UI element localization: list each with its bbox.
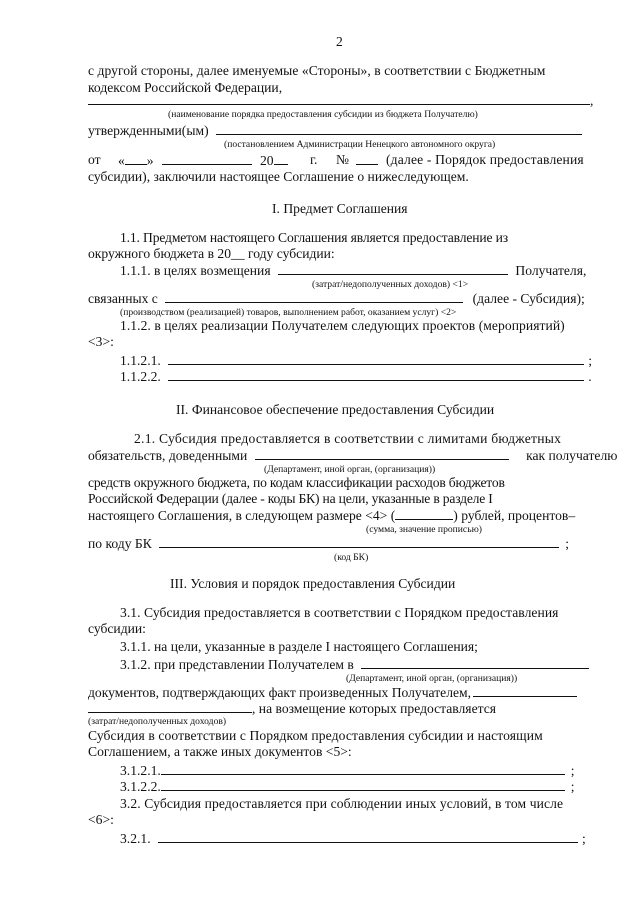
date-g: г. <box>310 152 318 167</box>
date-tail: (далее - Порядок предоставления <box>386 152 584 167</box>
s3-p32-line-2: <6>: <box>88 812 114 827</box>
s3-p312-line-4: Субсидия в соответствии с Порядком предоставления субсидии и настоящим <box>88 728 543 743</box>
s1-svyaz-line <box>88 290 585 307</box>
s2-obligations: обязательств, доведенными <box>88 448 248 463</box>
s3-docs-label: документов, подтверждающих факт произведенных Получателем, <box>88 685 472 700</box>
s2-note-2: (сумма, значение прописью) <box>366 524 482 535</box>
s1-p1-line-1: 1.1. Предметом настоящего Соглашения является предоставление из <box>120 230 508 245</box>
s1-item-1 <box>120 352 592 369</box>
s3-item-2-end: ; <box>570 779 575 794</box>
date-no: № <box>336 152 349 167</box>
p111-tail: Получателя, <box>515 263 587 278</box>
s1-item-2-label: 1.1.2.2. <box>120 369 161 384</box>
s3-item-2-label: 3.1.2.2. <box>120 779 161 794</box>
quote-open: « <box>118 153 125 168</box>
s2-amount-label: настоящего Соглашения, в следующем размере <4> ( <box>88 508 396 523</box>
s1-p112-line-1: 1.1.2. в целях реализации Получателем следующих проектов (мероприятий) <box>120 318 565 333</box>
svyaz-label: связанных с <box>88 291 158 306</box>
s1-note-2: (производством (реализацией) товаров, выполнением работ, оказанием услуг) <2> <box>120 307 457 318</box>
section-1-heading: I. Предмет Соглашения <box>272 201 408 216</box>
s3-p31-line-1: 3.1. Субсидия предоставляется в соответствии с Порядком предоставления <box>120 605 559 620</box>
s3-p311: 3.1.1. на цели, указанные в разделе I настоящего Соглашения; <box>120 639 478 654</box>
s1-item-1-label: 1.1.2.1. <box>120 353 161 368</box>
s2-recipient: как получателю <box>526 448 618 463</box>
date-month-blank <box>162 152 252 165</box>
s3-p312-line-1 <box>120 656 589 673</box>
s2-p1-line-2 <box>88 447 617 464</box>
section-3-heading: III. Условия и порядок предоставления Субсидии <box>170 576 456 591</box>
date-from: от <box>88 152 101 167</box>
s3-item-1-label: 3.1.2.1. <box>120 763 161 778</box>
s3-note-2: (затрат/недополученных доходов) <box>88 716 227 727</box>
s1-note-1: (затрат/недополученных доходов) <1> <box>312 279 469 290</box>
s1-p111-line <box>120 262 586 279</box>
page-number: 2 <box>336 34 343 49</box>
s3-p312-label: 3.1.2. при представлении Получателем в <box>120 657 354 672</box>
s3-p312-line-5: Соглашением, а также иных документов <5>: <box>88 744 352 759</box>
approved-label: утвержденными(ым) <box>88 123 209 138</box>
intro-note-1: (наименование порядка предоставления субсидии из бюджета Получателю) <box>168 109 478 120</box>
s2-amount-tail: ) рублей, процентов– <box>453 508 576 523</box>
date-year <box>260 152 288 169</box>
s3-p31-line-2: субсидии: <box>88 621 146 636</box>
s2-note-3: (код БК) <box>334 552 369 563</box>
s3-item-3-label: 3.2.1. <box>120 831 151 846</box>
intro-line-2: кодексом Российской Федерации, <box>88 80 283 95</box>
s3-item-2 <box>120 778 575 795</box>
s1-p112-line-2: <3>: <box>88 334 114 349</box>
section-2-heading: II. Финансовое обеспечение предоставления Субсидии <box>176 402 495 417</box>
s2-bk-end: ; <box>565 536 569 551</box>
svyaz-tail: (далее - Субсидия); <box>472 291 585 306</box>
s2-bk-label: по коду БК <box>88 536 152 551</box>
s1-item-2-end: . <box>588 369 592 384</box>
s3-reimburse: , на возмещение которых предоставляется <box>252 701 496 716</box>
quote-close: » <box>146 153 154 168</box>
s2-note-1: (Департамент, иной орган, (организация)) <box>264 464 436 475</box>
s3-item-1 <box>120 762 575 779</box>
intro-note-2: (постановлением Администрации Ненецкого автономного округа) <box>224 139 496 150</box>
intro-comma: , <box>590 93 594 108</box>
s3-item-1-end: ; <box>570 763 575 778</box>
intro-blank-line <box>88 92 593 109</box>
intro-line-5: субсидии), заключили настоящее Соглашение о нижеследующем. <box>88 169 469 184</box>
date-day <box>118 152 154 169</box>
s2-p1-line-4: Российской Федерации (далее - коды БК) на цели, указанные в разделе I <box>88 491 493 506</box>
s3-item-3 <box>120 830 586 847</box>
s2-p1-line-6 <box>88 535 569 552</box>
s3-note-1: (Департамент, иной орган, (организация)) <box>346 673 518 684</box>
intro-line-1: с другой стороны, далее именуемые «Стороны», в соответствии с Бюджетным <box>88 63 546 78</box>
s1-p1-line-2: окружного бюджета в 20__ году субсидии: <box>88 246 335 261</box>
year-prefix: 20 <box>260 153 274 168</box>
s3-item-3-end: ; <box>582 831 586 846</box>
s2-p1-line-1: 2.1. Субсидия предоставляется в соответствии с лимитами бюджетных <box>134 431 562 446</box>
s3-p312-line-3 <box>88 700 496 717</box>
s1-item-2 <box>120 368 592 385</box>
s1-item-1-end: ; <box>588 353 592 368</box>
s3-p312-line-2 <box>88 684 577 701</box>
s3-p32-line-1: 3.2. Субсидия предоставляется при соблюдении иных условий, в том числе <box>120 796 564 811</box>
intro-approved-line <box>88 122 582 139</box>
s2-p1-line-3: средств окружного бюджета, по кодам классификации расходов бюджетов <box>88 475 505 490</box>
s2-p1-line-5 <box>88 507 575 524</box>
date-number-blank <box>356 152 378 165</box>
p111-label: 1.1.1. в целях возмещения <box>120 263 271 278</box>
